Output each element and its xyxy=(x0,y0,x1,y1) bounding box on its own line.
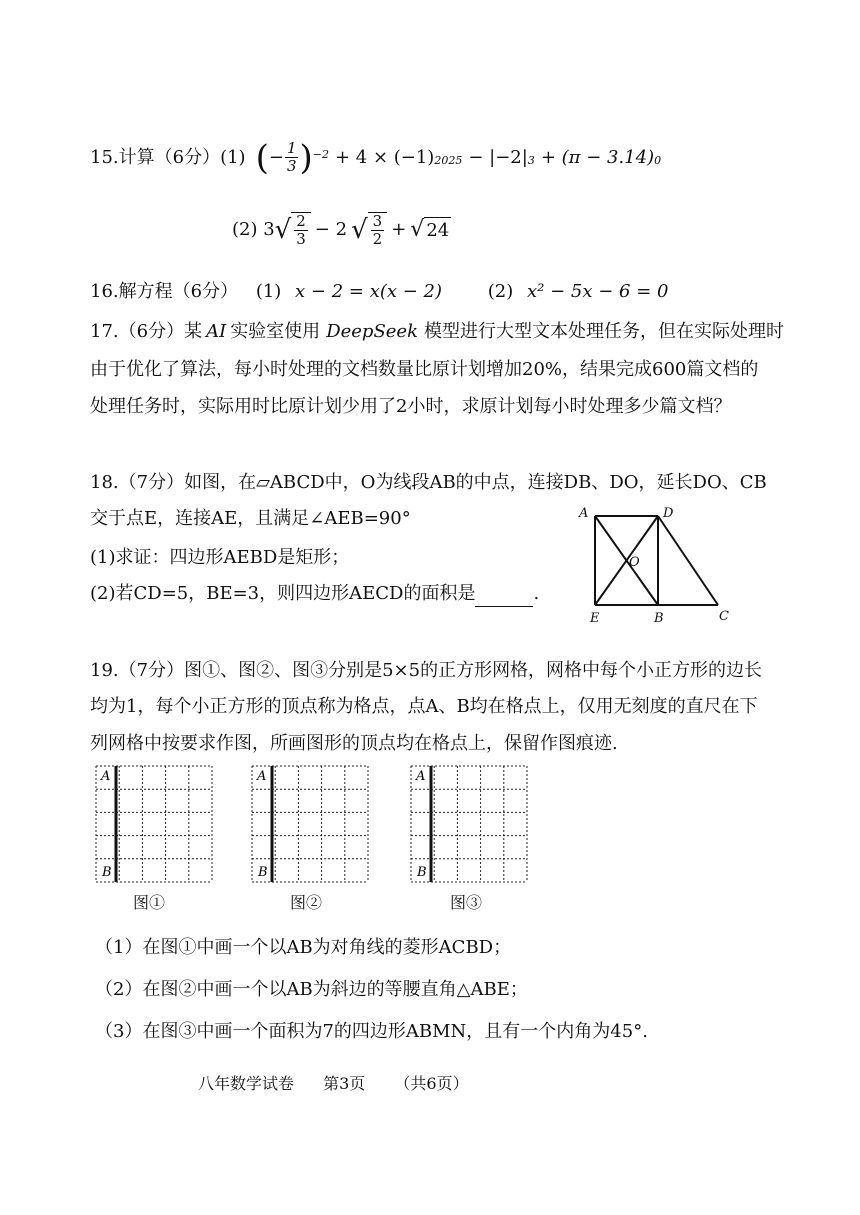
term-2: + 4 × (−1) xyxy=(334,146,435,168)
q17-line2: 由于优化了算法，每小时处理的文档数量比原计划增加20%，结果完成600篇文档的 xyxy=(90,359,759,380)
label-O: O xyxy=(629,555,640,570)
exponent-2025: 2025 xyxy=(434,154,463,167)
q19-line2: 均为1，每个小正方形的顶点称为格点，点A、B均在格点上，仅用无刻度的直尺在下 xyxy=(90,696,758,717)
q18-line3: (1)求证：四边形AEBD是矩形； xyxy=(90,547,350,568)
caption-fig-2: 图② xyxy=(290,893,323,912)
page-footer xyxy=(198,1071,469,1094)
label-A: A xyxy=(579,506,589,521)
exponent-3: 3 xyxy=(527,154,535,167)
frac-num: 2 xyxy=(296,212,306,230)
grid-figure-3 xyxy=(407,762,531,886)
label-B: B xyxy=(654,611,664,626)
q16-label: 16.解方程（6分） xyxy=(90,281,239,302)
label-D: D xyxy=(663,506,674,521)
q17-text-a: 17.（6分）某 xyxy=(90,321,203,342)
label-E: E xyxy=(590,611,600,626)
q18-figure xyxy=(570,500,740,628)
grid1-label-A: A xyxy=(101,769,111,784)
q17-deepseek: DeepSeek xyxy=(326,321,418,342)
q16-p1-equation: x − 2 = x(x − 2) xyxy=(295,281,443,302)
caption-fig-3: 图③ xyxy=(450,893,483,912)
grid2-label-A: A xyxy=(257,769,267,784)
frac-den: 3 xyxy=(286,157,297,175)
q19-sub3: （3）在图③中画一个面积为7的四边形ABMN，且有一个内角为45°. xyxy=(95,1021,648,1042)
term-3: − |−2| xyxy=(468,146,528,168)
q16-line xyxy=(90,279,668,305)
frac-den: 2 xyxy=(372,230,383,248)
segment-DC xyxy=(658,516,718,605)
q16-p2-label: (2) xyxy=(487,281,514,302)
grid3-label-A: A xyxy=(416,769,426,784)
q19-line3: 列网格中按要求作图，所画图形的顶点均在格点上，保留作图痕迹. xyxy=(90,733,618,754)
q17-line1 xyxy=(90,319,784,345)
frac-num: 1 xyxy=(286,139,297,157)
q17-text-c: 模型进行大型文本处理任务，但在实际处理时 xyxy=(424,321,784,342)
q18-line2: 交于点E，连接AE，且满足∠AEB=90° xyxy=(90,508,411,529)
grid-figure-1 xyxy=(92,762,216,886)
q15-part2-label: (2) 3 xyxy=(232,219,275,240)
plus-sign: + xyxy=(391,219,407,240)
q17-ai: AI xyxy=(206,321,227,342)
q16-p2-equation: x² − 5x − 6 = 0 xyxy=(527,281,669,302)
q18-line4 xyxy=(90,581,539,607)
q17-text-b: 实验室使用 xyxy=(230,321,321,342)
q18-line4-text: (2)若CD=5，BE=3，则四边形AECD的面积是 xyxy=(90,583,476,604)
grid1-label-B: B xyxy=(102,865,112,880)
sqrt-two-thirds: √ $\frac{2}{3}$ xyxy=(275,212,311,248)
exponent-0: 0 xyxy=(654,154,662,167)
footer-subject: 八年数学试卷 xyxy=(198,1074,295,1093)
sqrt-three-halves: √ $\frac{3}{2}$ xyxy=(351,212,387,248)
q15-label: 15.计算（6分）(1) xyxy=(90,146,246,168)
answer-blank[interactable] xyxy=(475,588,533,607)
term-4: + (π − 3.14) xyxy=(540,146,655,168)
label-C: C xyxy=(719,609,729,624)
sqrt-24: √ 24 xyxy=(410,217,450,242)
q19-line1: 19.（7分）图①、图②、图③分别是5×5的正方形网格，网格中每个小正方形的边长 xyxy=(90,660,763,681)
radicand: 24 xyxy=(424,217,451,244)
q16-p1-label: (1) xyxy=(255,281,282,302)
q19-sub1: （1）在图①中画一个以AB为对角线的菱形ACBD； xyxy=(95,937,512,958)
footer-total: （共6页） xyxy=(394,1074,469,1093)
q15-expression-1: ( − $\frac{1}{3}$ ) −2 + 4 × (−1) 2025 − |−2| 3 + (π − 3.14) 0 xyxy=(255,137,662,178)
exponent: −2 xyxy=(312,148,329,161)
q17-line3: 处理任务时，实际用时比原计划少用了2小时，求原计划每小时处理多少篇文档？ xyxy=(90,396,732,417)
q19-sub2: （2）在图②中画一个以AB为斜边的等腰直角△ABE； xyxy=(95,979,528,1000)
caption-fig-1: 图① xyxy=(133,893,166,912)
footer-page: 第3页 xyxy=(323,1074,366,1093)
minus-two: − 2 xyxy=(314,219,348,240)
q18-line1: 18.（7分）如图，在▱ABCD中，O为线段AB的中点，连接DB、DO，延长DO、CB xyxy=(90,472,767,493)
q18-line4-end: . xyxy=(533,583,540,604)
q15-line2 xyxy=(232,212,451,248)
grid2-label-B: B xyxy=(258,865,268,880)
grid3-label-B: B xyxy=(417,865,427,880)
grid-figure-2 xyxy=(248,762,372,886)
frac-num: 3 xyxy=(372,212,383,230)
q15-line1 xyxy=(90,137,662,178)
fraction-one-third xyxy=(285,140,299,175)
frac-den: 3 xyxy=(296,230,306,248)
